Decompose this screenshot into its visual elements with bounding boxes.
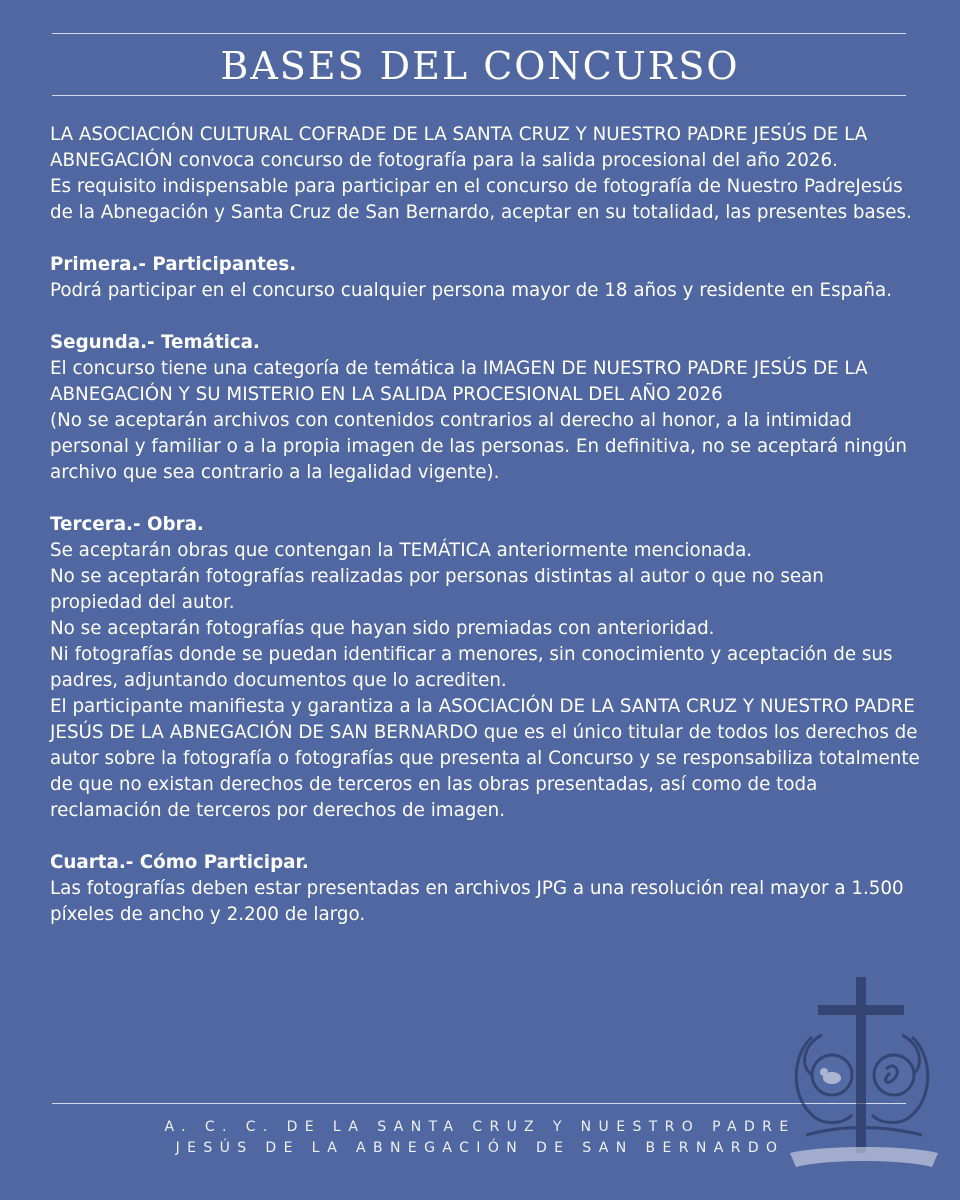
section-paragraph: El concurso tiene una categoría de temática la IMAGEN DE NUESTRO PADRE JESÚS DE LA ABNEGACIÓN Y SU MISTERIO EN LA SALIDA PROCESIONAL DEL AÑO 2026: [50, 358, 868, 405]
spacer: [50, 304, 920, 330]
intro-paragraph-1: LA ASOCIACIÓN CULTURAL COFRADE DE LA SANTA CRUZ Y NUESTRO PADRE JESÚS DE LA ABNEGACIÓN convoca concurso de fotografía para la salida procesional del año 2026.: [50, 124, 868, 171]
spacer: [50, 226, 920, 252]
section-heading-tercera: Tercera.- Obra.: [50, 514, 204, 535]
section-paragraph: Las fotografías deben estar presentadas en archivos JPG a una resolución real mayor a 1.500 píxeles de ancho y 2.200 de largo.: [50, 878, 904, 925]
section-paragraph: Se aceptarán obras que contengan la TEMÁTICA anteriormente mencionada.: [50, 540, 753, 561]
spacer: [50, 486, 920, 512]
section-heading-segunda: Segunda.- Temática.: [50, 332, 260, 353]
intro-paragraph-2: Es requisito indispensable para participar en el concurso de fotografía de Nuestro PadreJesús de la Abnegación y Santa Cruz de San Bernardo, aceptar en su totalidad, las presentes bases.: [50, 176, 912, 223]
section-paragraph: (No se aceptarán archivos con contenidos contrarios al derecho al honor, a la intimidad personal y familiar o a la propia imagen de las personas. En definitiva, no se aceptará ningún archivo que sea contrario a la legalidad vigente).: [50, 410, 908, 483]
document-body: [50, 122, 920, 928]
section-paragraph: El participante manifiesta y garantiza a la ASOCIACIÓN DE LA SANTA CRUZ Y NUESTRO PADRE JESÚS DE LA ABNEGACIÓN DE SAN BERNARDO que es el único titular de todos los derechos de autor sobre la fotografía o fotografías que presenta al Concurso y se responsabiliza totalmente de que no existan derechos de terceros en las obras presentadas, así como de toda reclamación de terceros por derechos de imagen.: [50, 696, 920, 821]
cross-emblem-icon: [782, 975, 946, 1175]
section-paragraph: No se aceptarán fotografías realizadas por personas distintas al autor o que no sean propiedad del autor.: [50, 566, 824, 613]
footer-line-2: JESÚS DE LA ABNEGACIÓN DE SAN BERNARDO: [175, 1140, 785, 1156]
spacer: [50, 824, 920, 850]
page-title: BASES DEL CONCURSO: [220, 44, 740, 88]
top-rule: [52, 33, 906, 34]
footer-line-1: A. C. C. DE LA SANTA CRUZ Y NUESTRO PADRE: [164, 1119, 796, 1135]
section-paragraph: Podrá participar en el concurso cualquier persona mayor de 18 años y residente en España.: [50, 280, 893, 301]
section-paragraph: Ni fotografías donde se puedan identificar a menores, sin conocimiento y aceptación de sus padres, adjuntando documentos que lo acrediten.: [50, 644, 893, 691]
title-underline: [52, 95, 906, 96]
section-heading-primera: Primera.- Participantes.: [50, 254, 297, 275]
footer-rule: [52, 1103, 906, 1104]
section-paragraph: No se aceptarán fotografías que hayan sido premiadas con anterioridad.: [50, 618, 715, 639]
section-heading-cuarta: Cuarta.- Cómo Participar.: [50, 852, 309, 873]
